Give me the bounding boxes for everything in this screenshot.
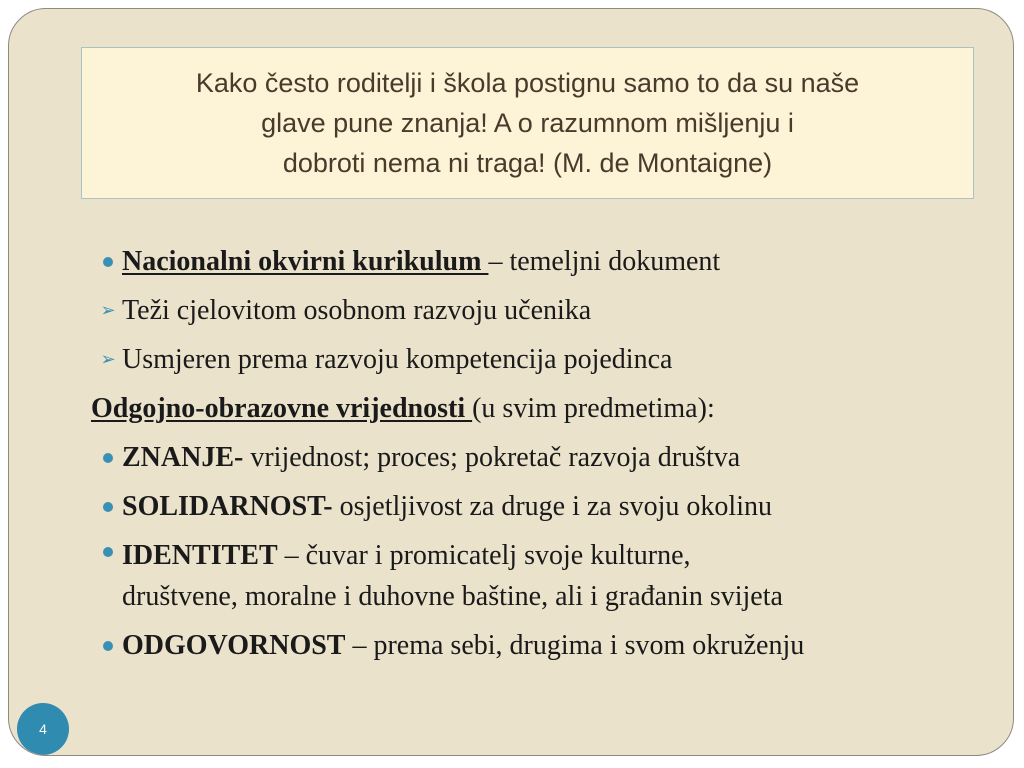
list-item-curriculum bbox=[91, 237, 991, 286]
bullet-dot-icon bbox=[99, 237, 117, 286]
list-item-identity bbox=[91, 531, 991, 621]
item-heading: ZNANJE- bbox=[122, 442, 244, 473]
title-line-3: dobroti nema ni traga! (M. de Montaigne) bbox=[282, 148, 773, 178]
item-heading: ODGOVORNOST bbox=[122, 630, 346, 661]
list-item-competencies bbox=[91, 335, 991, 384]
bullet-dot-icon bbox=[99, 433, 117, 482]
item-text: osjetljivost za druge i za svoju okolinu bbox=[332, 491, 772, 522]
item-text: Usmjeren prema razvoju kompetencija pojedinca bbox=[122, 344, 673, 375]
bullet-dot-icon bbox=[99, 527, 117, 576]
title-box bbox=[81, 47, 974, 199]
item-text-continued: društvene, moralne i duhovne baštine, ali i građanin svijeta bbox=[122, 581, 783, 612]
list-item-responsibility bbox=[91, 621, 991, 670]
item-text: – čuvar i promicatelj svoje kulturne, bbox=[277, 540, 691, 571]
list-item-holistic bbox=[91, 286, 991, 335]
item-text: Teži cjelovitom osobnom razvoju učenika bbox=[122, 295, 592, 326]
bullet-dot-icon bbox=[99, 621, 117, 670]
item-text: – temeljni dokument bbox=[488, 246, 721, 277]
item-heading: Nacionalni okvirni kurikulum bbox=[122, 246, 489, 277]
item-text: vrijednost; proces; pokretač razvoja društva bbox=[243, 442, 741, 473]
item-heading: IDENTITET bbox=[122, 540, 278, 571]
item-text: (u svim predmetima): bbox=[472, 393, 715, 424]
item-text: – prema sebi, drugima i svom okruženju bbox=[345, 630, 805, 661]
list-item-solidarity bbox=[91, 482, 991, 531]
title-line-1: Kako često roditelji i škola postignu samo to da su naše bbox=[195, 68, 860, 98]
list-item-knowledge bbox=[91, 433, 991, 482]
slide-title bbox=[196, 63, 859, 183]
slide bbox=[8, 8, 1014, 756]
arrow-bullet-icon: ➢ bbox=[100, 299, 116, 321]
item-heading: SOLIDARNOST- bbox=[122, 491, 333, 522]
arrow-bullet-icon: ➢ bbox=[100, 348, 116, 370]
content-list bbox=[91, 237, 991, 670]
bullet-dot-icon bbox=[99, 482, 117, 531]
item-heading: Odgojno-obrazovne vrijednosti bbox=[91, 393, 473, 424]
page-number-badge: 4 bbox=[17, 703, 69, 755]
list-item-values-heading bbox=[91, 384, 991, 433]
title-line-2: glave pune znanja! A o razumnom mišljenju i bbox=[261, 108, 794, 138]
